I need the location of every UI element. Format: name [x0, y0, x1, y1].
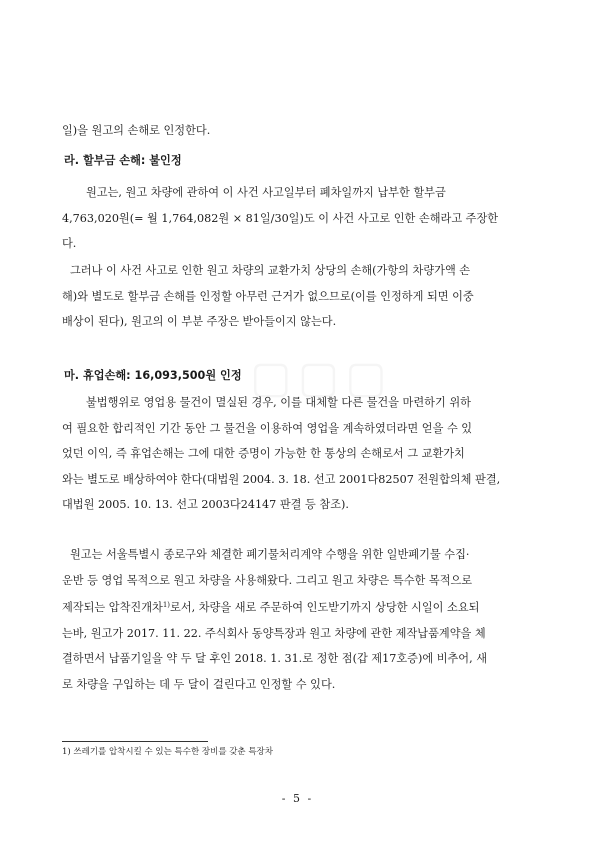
footnote-reference[interactable]: 1) [162, 601, 171, 609]
text-line: 원고는, 원고 차량에 관하여 이 사건 사고일부터 폐차일까지 납부한 할부금 [86, 186, 446, 199]
footnote-divider [62, 741, 208, 742]
section-heading-ma: 마. 휴업손해: 16,093,500원 인정 [64, 369, 242, 382]
text-line: 배상이 된다), 원고의 이 부분 주장은 받아들이지 않는다. [62, 315, 337, 328]
text-line: 대법원 2005. 10. 13. 선고 2003다24147 판결 등 참조). [62, 498, 349, 511]
text-line: 원고는 서울특별시 종로구와 체결한 폐기물처리계약 수행을 위한 일반폐기물 수집· [70, 548, 470, 561]
text-line: 운반 등 영업 목적으로 원고 차량을 사용해왔다. 그리고 원고 차량은 특수한 목적으로 [62, 573, 473, 587]
paragraph-business-loss-facts [62, 542, 536, 697]
paragraph-continuation [62, 118, 536, 144]
text-segment: 로서, 차량을 새로 주문하여 인도받기까지 상당한 시일이 소요되 [170, 601, 480, 614]
text-line: 와는 별도로 배상하여야 한다(대법원 2004. 3. 18. 선고 2001다82507 전원합의체 판결, [62, 472, 501, 486]
text-line: 불법행위로 영업용 물건이 멸실된 경우, 이를 대체할 다른 물건을 마련하기 위하 [86, 396, 471, 409]
paragraph-installment-rejection [62, 258, 536, 335]
paragraph-business-loss-law [62, 390, 536, 518]
text-line: 일)을 원고의 손해로 인정한다. [62, 124, 211, 137]
text-line: 그러나 이 사건 사고로 인한 원고 차량의 교환가치 상당의 손해(가항의 차량가액 손 [70, 264, 471, 277]
page-number: - 5 - [281, 792, 314, 805]
text-line: 결하면서 납품기일을 약 두 달 후인 2018. 1. 31.로 정한 점(갑 제17호증)에 비추어, 새 [62, 652, 488, 665]
text-line: 해)와 별도로 할부금 손해를 인정할 아무런 근거가 없으므로(이를 인정하게 되면 이중 [62, 289, 474, 303]
text-line: 로 차량을 구입하는 데 두 달이 걸린다고 인정할 수 있다. [62, 677, 336, 691]
text-line [62, 593, 536, 621]
footnote-text: 1) 쓰레기를 압착시킬 수 있는 특수한 장비를 갖춘 특장차 [62, 747, 273, 757]
text-segment: 제작되는 압착진개차 [62, 601, 163, 614]
text-line: 4,763,020원(= 월 1,764,082원 × 81일/30일)도 이 사건 사고로 인한 손해라고 주장한 [62, 211, 499, 225]
text-line: 는바, 원고가 2017. 11. 22. 주식회사 동양특장과 원고 차량에 관한 제작납품계약을 체 [62, 626, 486, 640]
text-line: 다. [62, 237, 77, 250]
section-heading-ra: 라. 할부금 손해: 불인정 [64, 154, 182, 167]
text-line: 었던 이익, 즉 휴업손해는 그에 대한 증명이 가능한 한 통상의 손해로서 그 교환가치 [62, 447, 465, 460]
paragraph-installment-claim [62, 180, 536, 257]
text-line: 여 필요한 합리적인 기간 동안 그 물건을 이용하여 영업을 계속하였더라면 얻을 수 있 [62, 421, 473, 435]
